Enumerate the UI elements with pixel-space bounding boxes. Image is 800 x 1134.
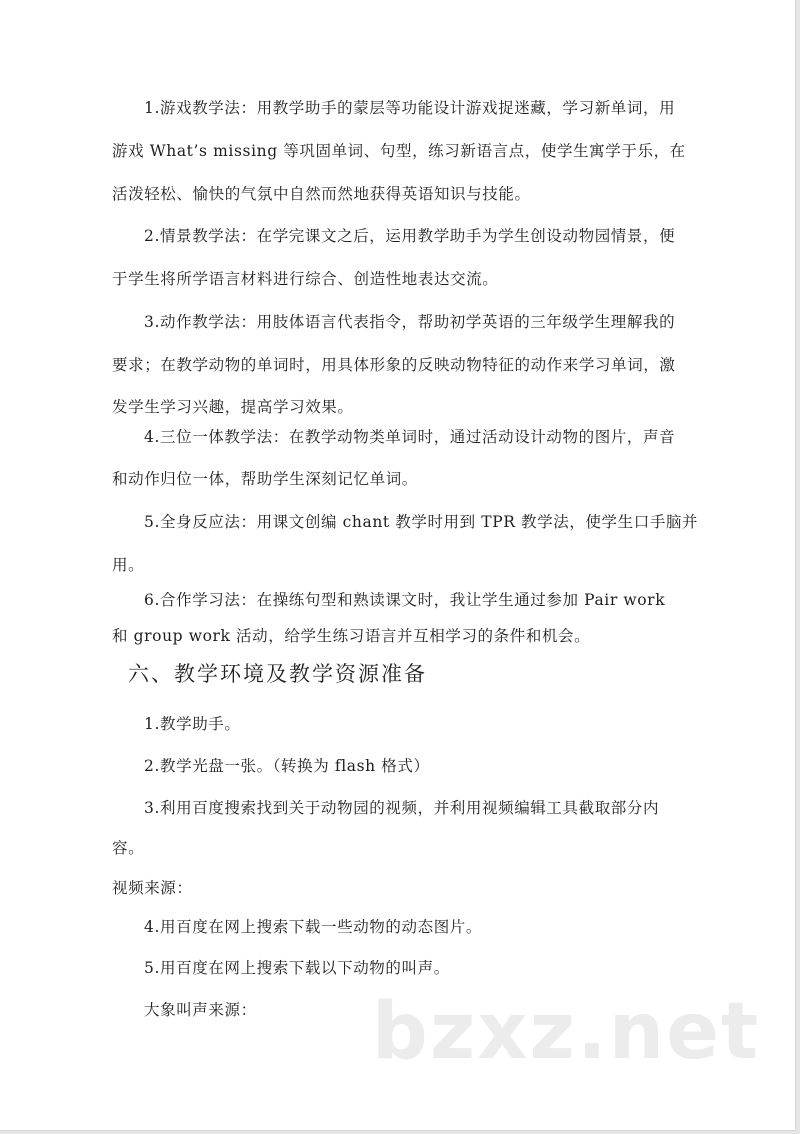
method-3-line-2: 要求；在教学动物的单词时，用具体形象的反映动物特征的动作来学习单词，激 bbox=[112, 356, 676, 374]
method-4-line-2: 和动作归位一体，帮助学生深刻记忆单词。 bbox=[112, 470, 418, 488]
method-2-line-1: 2.情景教学法：在学完课文之后，运用教学助手为学生创设动物园情景，便 bbox=[144, 227, 676, 245]
method-1-line-3: 活泼轻松、愉快的气氛中自然而然地获得英语知识与技能。 bbox=[112, 185, 531, 203]
method-3-line-3: 发学生学习兴趣，提高学习效果。 bbox=[112, 398, 354, 416]
watermark: bzxz.net bbox=[372, 987, 761, 1077]
resource-item-3-line-2: 容。 bbox=[112, 839, 145, 857]
resource-item-3-line-1: 3.利用百度搜索找到关于动物园的视频，并利用视频编辑工具截取部分内 bbox=[144, 799, 660, 817]
method-2-line-2: 于学生将所学语言材料进行综合、创造性地表达交流。 bbox=[112, 270, 499, 288]
resource-item-1: 1.教学助手。 bbox=[144, 715, 241, 733]
resource-item-4: 4.用百度在网上搜索下载一些动物的动态图片。 bbox=[144, 918, 482, 936]
method-5-line-1: 5.全身反应法：用课文创编 chant 教学时用到 TPR 教学法，使学生口手脑并 bbox=[144, 513, 699, 531]
method-4-line-1: 4.三位一体教学法：在教学动物类单词时，通过活动设计动物的图片，声音 bbox=[144, 428, 676, 446]
elephant-sound-source-label: 大象叫声来源： bbox=[144, 1001, 257, 1019]
method-6-line-2: 和 group work 活动，给学生练习语言并互相学习的条件和机会。 bbox=[112, 627, 591, 645]
resource-item-5: 5.用百度在网上搜索下载以下动物的叫声。 bbox=[144, 959, 450, 977]
section-6-heading: 六、教学环境及教学资源准备 bbox=[128, 662, 427, 686]
video-source-label: 视频来源： bbox=[112, 879, 193, 897]
method-1-line-1: 1.游戏教学法：用教学助手的蒙层等功能设计游戏捉迷藏，学习新单词，用 bbox=[144, 99, 676, 117]
method-3-line-1: 3.动作教学法：用肢体语言代表指令，帮助初学英语的三年级学生理解我的 bbox=[144, 313, 676, 331]
method-5-line-2: 用。 bbox=[112, 556, 145, 574]
method-6-line-1: 6.合作学习法：在操练句型和熟读课文时，我让学生通过参加 Pair work bbox=[144, 591, 666, 609]
method-1-line-2: 游戏 What’s missing 等巩固单词、句型，练习新语言点，使学生寓学于乐，在 bbox=[112, 142, 686, 160]
resource-item-2: 2.教学光盘一张。（转换为 flash 格式） bbox=[144, 757, 430, 775]
